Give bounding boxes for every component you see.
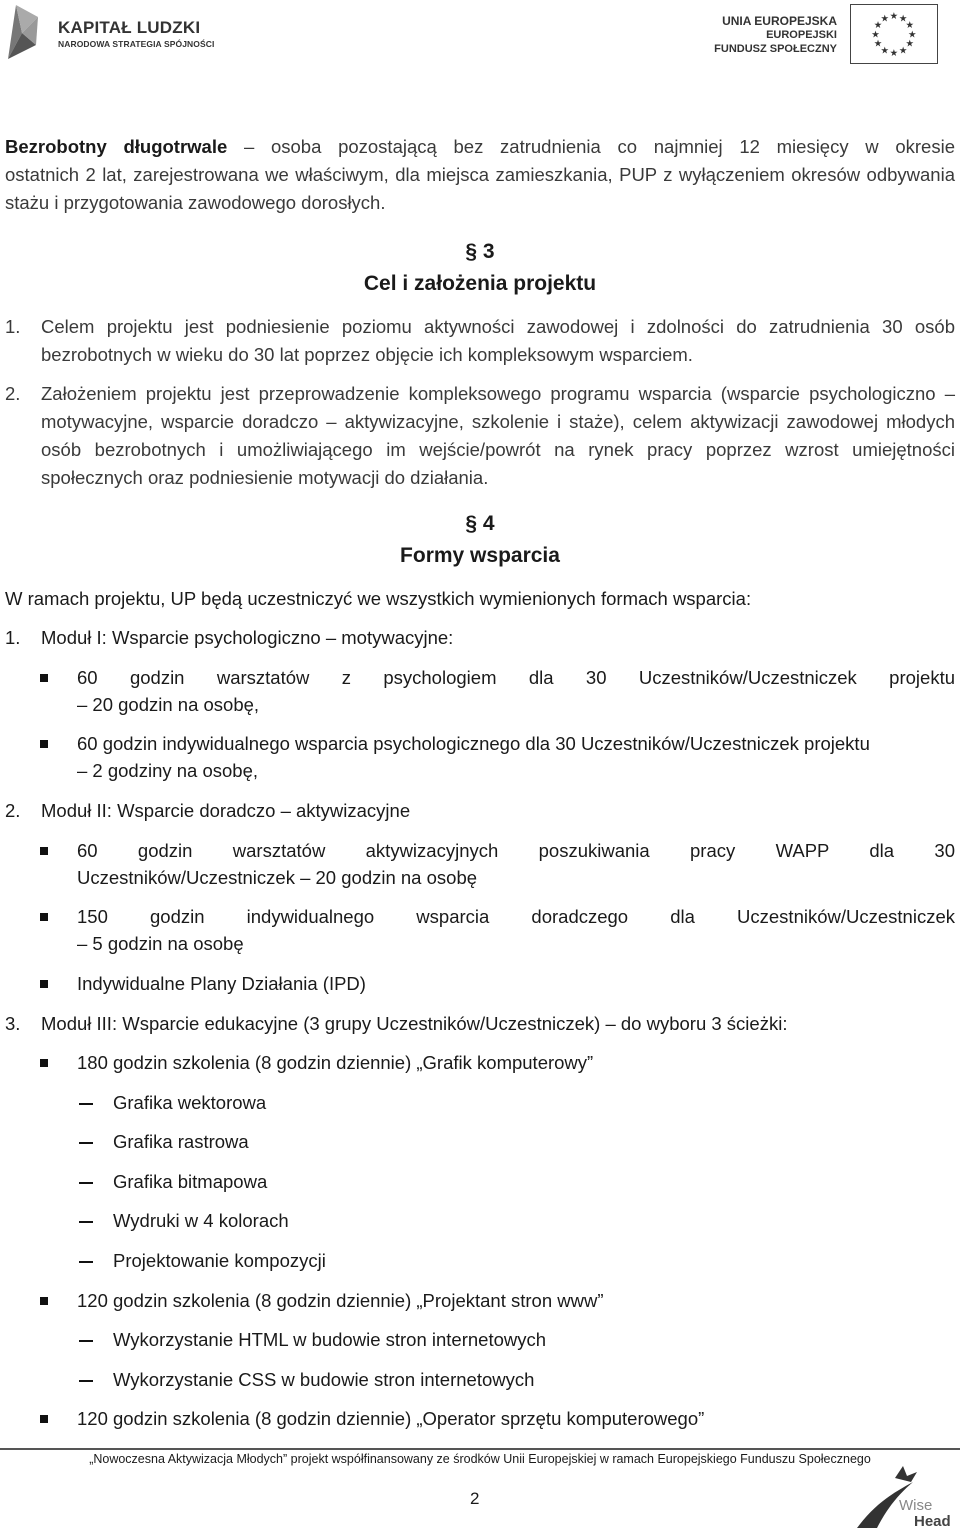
module-3-num: 3.	[5, 1013, 21, 1034]
module-2-num: 2.	[5, 800, 21, 821]
module-2-bullet-1-line-2: Uczestników/Uczestniczek – 20 godzin na osobę	[77, 867, 478, 888]
module-3-bullet-2-sub-2: Wykorzystanie CSS w budowie stron internetowych	[113, 1369, 535, 1390]
module-2-bullet-3: Indywidualne Plany Działania (IPD)	[77, 973, 366, 994]
eu-star-icon: ★	[889, 47, 899, 59]
module-3-bullet-1: 180 godzin szkolenia (8 godzin dziennie) „Grafik komputerowy”	[77, 1052, 594, 1073]
module-3-bullet-1-sub-4: Wydruki w 4 kolorach	[113, 1210, 289, 1231]
definition-text-1: – osoba pozostającą bez zatrudnienia co najmniej 12 miesięcy w okresie	[243, 136, 955, 157]
page-number: 2	[470, 1489, 480, 1508]
module-3-bullet-1-sub-3: Grafika bitmapowa	[113, 1171, 268, 1192]
module-3-bullet-1-sub-5: Projektowanie kompozycji	[113, 1250, 326, 1271]
module-2-title: Moduł II: Wsparcie doradczo – aktywizacyjne	[41, 800, 411, 821]
module-3-bullet-1-sub-1: Grafika wektorowa	[113, 1092, 267, 1113]
section-3-title: Cel i założenia projektu	[363, 272, 597, 295]
dash-marker	[79, 1103, 93, 1105]
definition-line-1	[5, 133, 955, 161]
section-4-title: Formy wsparcia	[400, 544, 560, 567]
dash-marker	[79, 1182, 93, 1184]
bullet-marker	[40, 980, 48, 988]
module-2-bullet-1-line-1: 60 godzin warsztatów aktywizacyjnych poszukiwania pracy WAPP dla 30	[77, 840, 955, 861]
eu-star-icon: ★	[898, 13, 908, 25]
module-1-bullet-1-line-2: – 20 godzin na osobę,	[77, 694, 260, 715]
eu-line3: FUNDUSZ SPOŁECZNY	[714, 43, 837, 55]
module-1-title: Moduł I: Wsparcie psychologiczno – motywacyjne:	[41, 627, 454, 648]
definition-term: Bezrobotny długotrwale	[5, 136, 228, 157]
eu-star-icon: ★	[871, 29, 880, 41]
definition-paragraph	[5, 133, 955, 217]
module-3-bullet-3: 120 godzin szkolenia (8 godzin dziennie) „Operator sprzętu komputerowego”	[77, 1408, 705, 1429]
bullet-marker	[40, 1415, 48, 1423]
section-3-item-2-num: 2.	[5, 383, 21, 404]
module-3-title: Moduł III: Wsparcie edukacyjne (3 grupy Uczestników/Uczestniczek) – do wyboru 3 ścieżki:	[41, 1013, 788, 1034]
section-3-number: § 3	[465, 240, 495, 263]
eu-star-icon: ★	[873, 38, 883, 50]
logo-title-kapital-ludzki: KAPITAŁ LUDZKI	[58, 18, 201, 37]
dash-marker	[79, 1142, 93, 1144]
module-1-num: 1.	[5, 627, 21, 648]
eu-line1: UNIA EUROPEJSKA	[722, 14, 837, 28]
bullet-marker	[40, 740, 48, 748]
eu-star-icon: ★	[880, 45, 890, 57]
footer-divider	[0, 1448, 960, 1450]
bullet-marker	[40, 847, 48, 855]
eu-star-icon: ★	[880, 13, 890, 25]
eu-flag-icon	[850, 4, 938, 64]
section-3-item-1-num: 1.	[5, 316, 21, 337]
eu-star-icon: ★	[898, 45, 908, 57]
section-4-number: § 4	[465, 512, 495, 535]
eu-logo-text	[714, 14, 837, 56]
eu-line2: EUROPEJSKI	[766, 29, 837, 41]
bullet-marker	[40, 913, 48, 921]
page-header	[0, 0, 960, 70]
dash-marker	[79, 1221, 93, 1223]
wise-text: Wise	[899, 1497, 933, 1514]
eu-star-icon: ★	[905, 38, 915, 50]
definition-text-rest: ostatnich 2 lat, zarejestrowana we właściwym, dla miejsca zamieszkania, PUP z wyłączeniem okresów odbywania stażu i przygotowania zawodowego dorosłych.	[5, 164, 955, 213]
kapital-ludzki-logo-icon	[6, 3, 40, 61]
module-3-bullet-1-sub-2: Grafika rastrowa	[113, 1131, 249, 1152]
module-2-bullet-2-line-1: 150 godzin indywidualnego wsparcia doradczego dla Uczestników/Uczestniczek	[77, 906, 955, 927]
dash-marker	[79, 1380, 93, 1382]
section-4-intro: W ramach projektu, UP będą uczestniczyć we wszystkich wymienionych formach wsparcia:	[5, 588, 752, 609]
module-3-bullet-2-sub-1: Wykorzystanie HTML w budowie stron internetowych	[113, 1329, 547, 1350]
wise-head-logo-icon	[855, 1464, 960, 1530]
eu-star-icon: ★	[873, 20, 883, 32]
module-1-bullet-2-line-2: – 2 godziny na osobę,	[77, 760, 259, 781]
eu-star-icon: ★	[889, 11, 899, 23]
head-text: Head	[914, 1513, 951, 1530]
module-1-bullet-1-line-1: 60 godzin warsztatów z psychologiem dla 30 Uczestników/Uczestniczek projektu	[77, 667, 955, 688]
module-3-bullet-2: 120 godzin szkolenia (8 godzin dziennie) „Projektant stron www”	[77, 1290, 604, 1311]
eu-star-icon: ★	[905, 20, 915, 32]
footer-project-text: „Nowoczesna Aktywizacja Młodych” projekt współfinansowany ze środków Unii Europejskiej w ramach Europejskiego Funduszu Społecznego	[89, 1452, 871, 1466]
module-1-bullet-2-line-1: 60 godzin indywidualnego wsparcia psychologicznego dla 30 Uczestników/Uczestniczek projektu	[77, 733, 870, 754]
bullet-marker	[40, 1297, 48, 1305]
dash-marker	[79, 1340, 93, 1342]
bullet-marker	[40, 1059, 48, 1067]
section-3-item-1-text: Celem projektu jest podniesienie poziomu aktywności zawodowej i zdolności do zatrudnienia 30 osób bezrobotnych w wieku do 30 lat poprzez objęcie ich kompleksowym wsparciem.	[41, 316, 955, 365]
eu-star-icon: ★	[908, 29, 917, 41]
bullet-marker	[40, 674, 48, 682]
logo-subtitle: NARODOWA STRATEGIA SPÓJNOŚCI	[58, 39, 215, 49]
section-3-item-2-text: Założeniem projektu jest przeprowadzenie kompleksowego programu wsparcia (wsparcie psychologiczno – motywacyjne, wsparcie doradczo – aktywizacyjne, szkolenie i staże), celem aktywizacji zawodowej młodych osób bezrobotnych i umożliwiającego im wejście/powrót na rynek pracy poprzez wzrost umiejętności społecznych oraz podniesienie motywacji do działania.	[41, 383, 955, 488]
module-2-bullet-2-line-2: – 5 godzin na osobę	[77, 933, 244, 954]
dash-marker	[79, 1261, 93, 1263]
